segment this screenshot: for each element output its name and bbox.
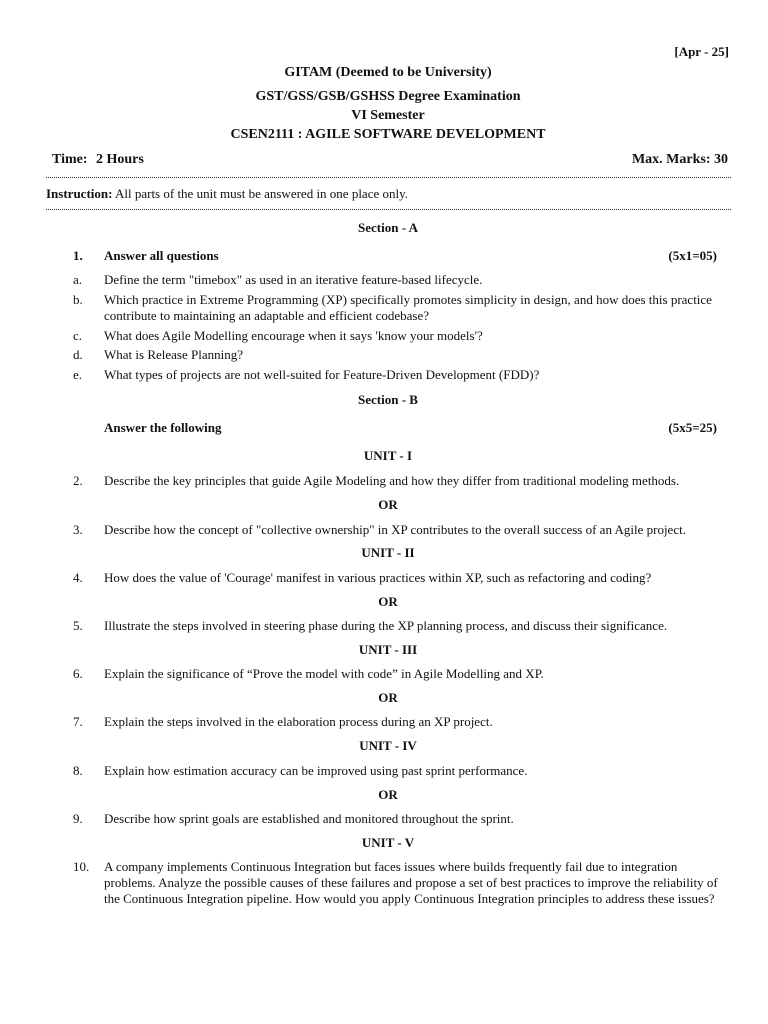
item-label: d. bbox=[73, 347, 83, 362]
section-b-title: Section - B bbox=[358, 392, 418, 407]
question-number: 5. bbox=[73, 618, 83, 633]
course-title: CSEN2111 : AGILE SOFTWARE DEVELOPMENT bbox=[230, 127, 546, 142]
question-number: 1. bbox=[73, 248, 83, 263]
question-text: A company implements Continuous Integration but faces issues where builds frequently fail due to integration problems. Analyze the possible causes of these failures and propose a set of best practices to improve the reliability of the Continuous Integration pipeline. How would you apply Continuous Integration principles to address these issues? bbox=[104, 859, 718, 906]
question-number: 8. bbox=[73, 763, 83, 778]
unit-title: UNIT - IV bbox=[359, 738, 417, 753]
date-tag: [Apr - 25] bbox=[674, 44, 729, 59]
section-b-heading: Answer the following bbox=[104, 420, 222, 435]
question-text: How does the value of 'Courage' manifest in various practices within XP, such as refactoring and coding? bbox=[104, 570, 652, 585]
unit-title: UNIT - III bbox=[358, 642, 418, 657]
unit-title: UNIT - I bbox=[363, 448, 413, 463]
question-text: Describe the key principles that guide Agile Modeling and how they differ from traditional modeling methods. bbox=[104, 473, 680, 488]
time-label: Time: bbox=[52, 152, 88, 167]
question-text: Describe how sprint goals are established and monitored throughout the sprint. bbox=[104, 811, 514, 826]
item-label: b. bbox=[73, 292, 83, 307]
university-name: GITAM (Deemed to be University) bbox=[284, 65, 492, 80]
question-text: Explain the significance of “Prove the model with code” in Agile Modelling and XP. bbox=[104, 666, 544, 681]
instruction-text: All parts of the unit must be answered in one place only. bbox=[112, 186, 409, 201]
question-number: 6. bbox=[73, 666, 83, 681]
question-number: 3. bbox=[73, 522, 83, 537]
section-b-marks: (5x5=25) bbox=[668, 420, 717, 435]
question-number: 4. bbox=[73, 570, 83, 585]
section-a-marks: (5x1=05) bbox=[668, 248, 717, 263]
or-separator: OR bbox=[378, 690, 398, 705]
max-marks: Max. Marks: 30 bbox=[631, 152, 728, 167]
time-value: 2 Hours bbox=[96, 152, 144, 167]
instruction-label: Instruction: bbox=[46, 186, 113, 201]
instruction bbox=[46, 186, 408, 202]
unit-title: UNIT - II bbox=[361, 545, 415, 560]
item-text: What is Release Planning? bbox=[104, 347, 243, 362]
or-separator: OR bbox=[378, 594, 398, 609]
or-separator: OR bbox=[378, 497, 398, 512]
question-text: Explain how estimation accuracy can be improved using past sprint performance. bbox=[104, 763, 528, 778]
unit-title: UNIT - V bbox=[361, 835, 415, 850]
section-a-heading: Answer all questions bbox=[104, 248, 219, 263]
divider bbox=[46, 209, 731, 210]
item-text: Define the term "timebox" as used in an iterative feature-based lifecycle. bbox=[104, 272, 483, 287]
question-text: Describe how the concept of "collective ownership" in XP contributes to the overall success of an Agile project. bbox=[104, 522, 686, 537]
question-number: 2. bbox=[73, 473, 83, 488]
divider bbox=[46, 177, 731, 178]
section-a-title: Section - A bbox=[358, 220, 418, 235]
item-label: c. bbox=[73, 328, 83, 343]
question-number: 7. bbox=[73, 714, 83, 729]
question-text: Explain the steps involved in the elaboration process during an XP project. bbox=[104, 714, 493, 729]
item-text: What types of projects are not well-suited for Feature-Driven Development (FDD)? bbox=[104, 367, 540, 382]
or-separator: OR bbox=[378, 787, 398, 802]
semester: VI Semester bbox=[351, 108, 425, 123]
question-number: 9. bbox=[73, 811, 83, 826]
item-text: Which practice in Extreme Programming (XP) specifically promotes simplicity in design, and how does this practice contribute to maintaining an adaptable and efficient codebase? bbox=[104, 292, 712, 323]
question-text: Illustrate the steps involved in steering phase during the XP planning process, and discuss their significance. bbox=[104, 618, 668, 633]
item-label: a. bbox=[73, 272, 83, 287]
question-number: 10. bbox=[73, 859, 90, 874]
exam-title: GST/GSS/GSB/GSHSS Degree Examination bbox=[255, 89, 521, 104]
item-label: e. bbox=[73, 367, 83, 382]
item-text: What does Agile Modelling encourage when it says 'know your models'? bbox=[104, 328, 483, 343]
